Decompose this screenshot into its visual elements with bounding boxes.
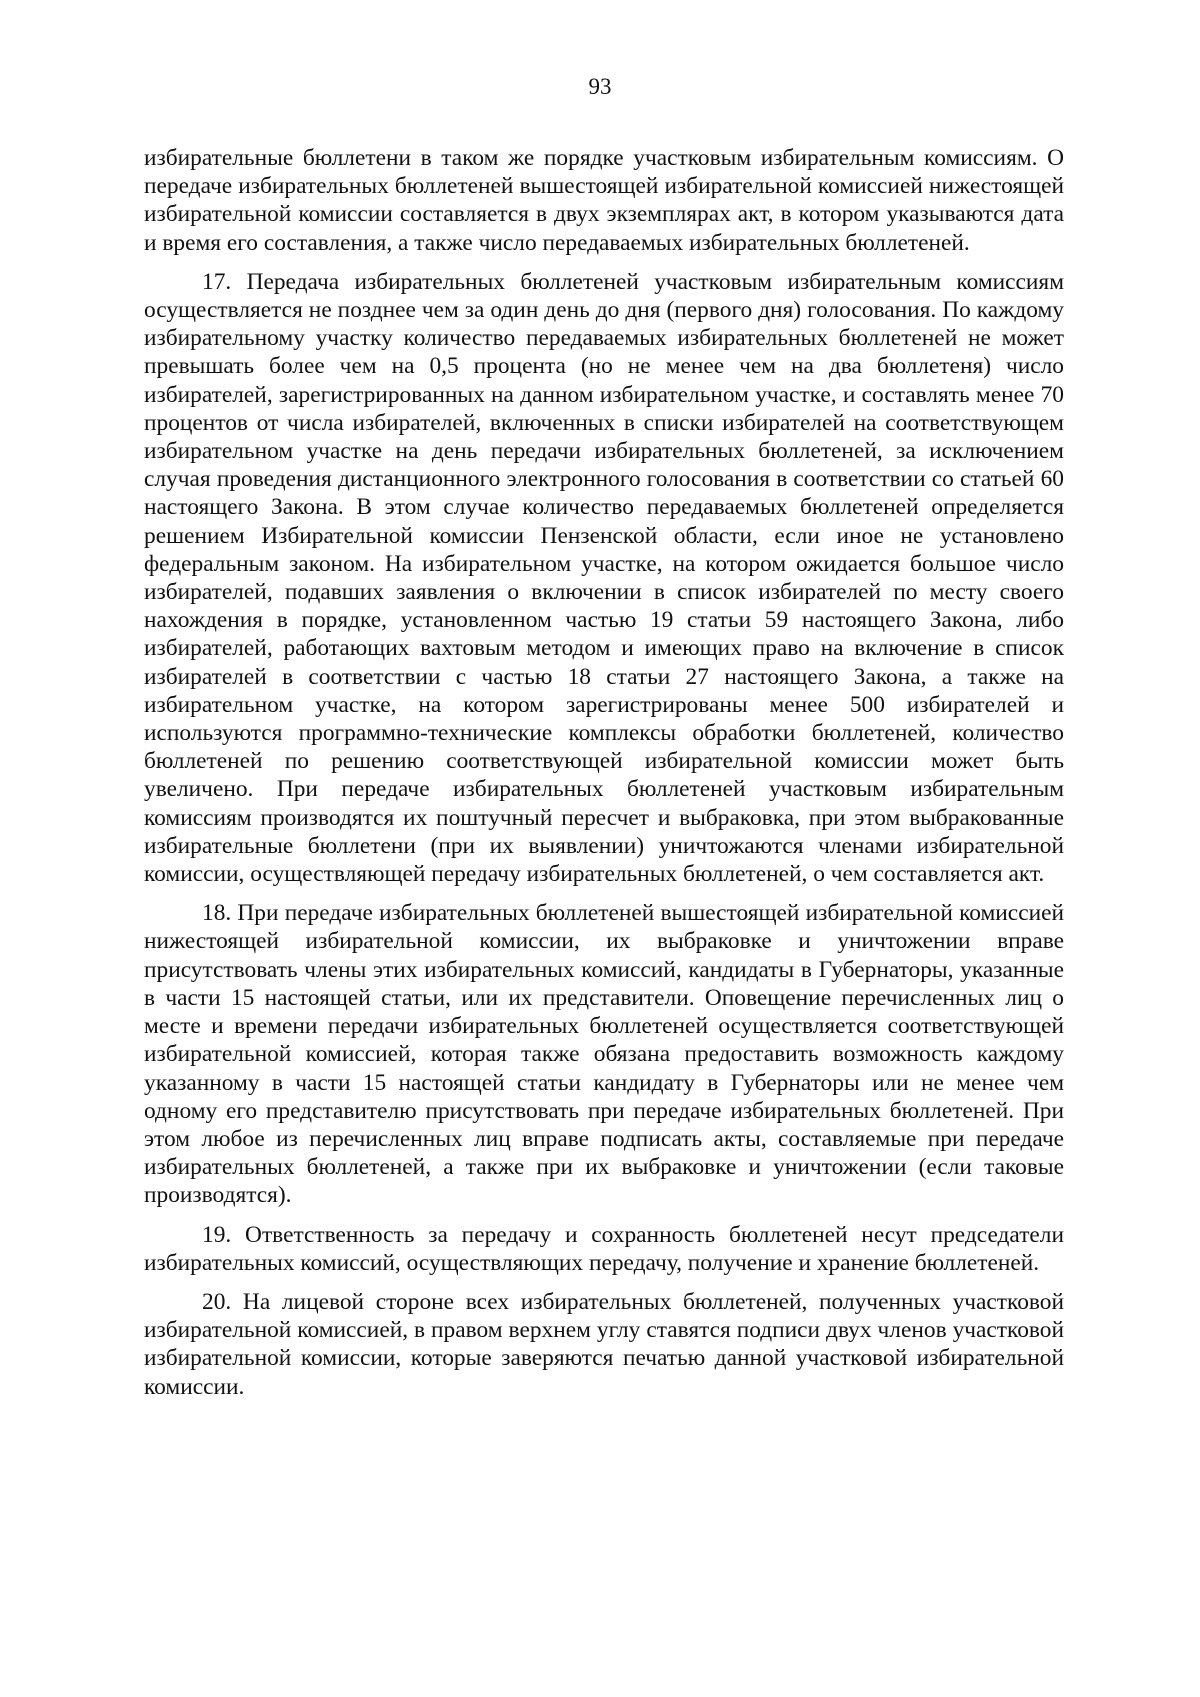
paragraph-continuation: избирательные бюллетени в таком же порядке участковым избирательным комиссиям. О передаче избирательных бюллетеней вышестоящей избирательной комиссией нижестоящей избирательной комиссии составляется в двух экземплярах акт, в котором указываются дата и время его составления, а также число передаваемых избирательных бюллетеней. [144,145,1064,256]
paragraph-item-19: 19. Ответственность за передачу и сохранность бюллетеней несут председатели избирательных комиссий, осуществляющих передачу, получение и хранение бюллетеней. [144,1221,1064,1276]
document-body [144,144,1064,1412]
paragraph-item-18: 18. При передаче избирательных бюллетеней вышестоящей избирательной комиссией нижестоящей избирательной комиссии, их выбраковке и уничтожении вправе присутствовать члены этих избирательных комиссий, кандидаты в Губернаторы, указанные в части 15 настоящей статьи, или их представители. Оповещение перечисленных лиц о месте и времени передачи избирательных бюллетеней осуществляется соответствующей избирательной комиссией, которая также обязана предоставить возможность каждому указанному в части 15 настоящей статьи кандидату в Губернаторы или не менее чем одному его представителю присутствовать при передаче избирательных бюллетеней. При этом любое из перечисленных лиц вправе подписать акты, составляемые при передаче избирательных бюллетеней, а также при их выбраковке и уничтожении (если таковые производятся). [144,900,1064,1209]
paragraph-item-20: 20. На лицевой стороне всех избирательных бюллетеней, полученных участковой избирательной комиссией, в правом верхнем углу ставятся подписи двух членов участковой избирательной комиссии, которые заверяются печатью данной участковой избирательной комиссии. [144,1288,1064,1400]
page-number: 93 [588,74,612,99]
paragraph-item-17: 17. Передача избирательных бюллетеней участковым избирательным комиссиям осуществляется не позднее чем за один день до дня (первого дня) голосования. По каждому избирательному участку количество передаваемых избирательных бюллетеней не может превышать более чем на 0,5 процента (но не менее чем на два бюллетеня) число избирателей, зарегистрированных на данном избирательном участке, и составлять менее 70 процентов от числа избирателей, включенных в списки избирателей на соответствующем избирательном участке на день передачи избирательных бюллетеней, за исключением случая проведения дистанционного электронного голосования в соответствии со статьей 60 настоящего Закона. В этом случае количество передаваемых бюллетеней определяется решением Избирательной комиссии Пензенской области, если иное не установлено федеральным законом. На избирательном участке, на котором ожидается большое число избирателей, подавших заявления о включении в список избирателей по месту своего нахождения в порядке, установленном частью 19 статьи 59 настоящего Закона, либо избирателей, работающих вахтовым методом и имеющих право на включение в список избирателей в соответствии с частью 18 статьи 27 настоящего Закона, а также на избирательном участке, на котором зарегистрированы менее 500 избирателей и используются программно-технические комплексы обработки бюллетеней, количество бюллетеней по решению соответствующей избирательной комиссии может быть увеличено. При передаче избирательных бюллетеней участковым избирательным комиссиям производятся их поштучный пересчет и выбраковка, при этом выбракованные избирательные бюллетени (при их выявлении) уничтожаются членами избирательной комиссии, осуществляющей передачу избирательных бюллетеней, о чем составляется акт. [144,268,1064,888]
